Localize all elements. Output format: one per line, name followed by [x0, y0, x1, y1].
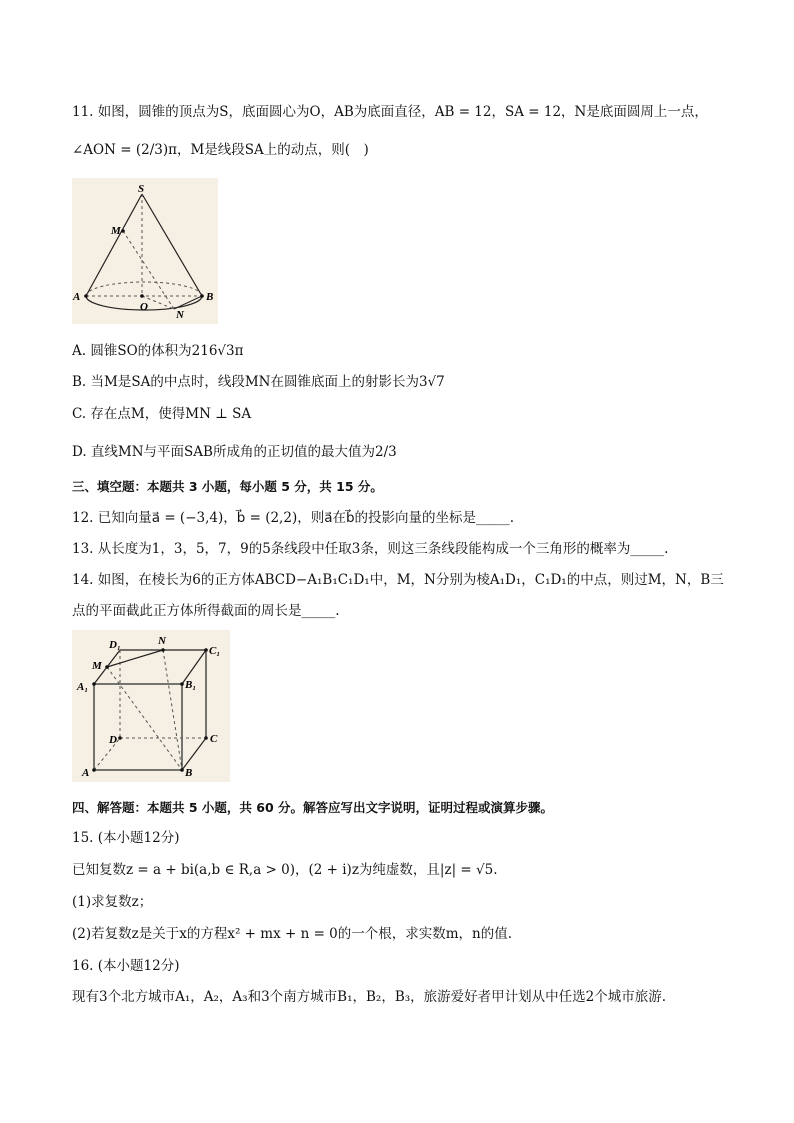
- q14-line1: 14. 如图，在棱长为6的正方体ABCD−A₁B₁C₁D₁中，M，N分别为棱A₁D₁，C₁D₁的中点，则过M，N，B三: [72, 572, 724, 588]
- segment-BN: [174, 296, 202, 309]
- cone-figure: [72, 178, 218, 324]
- label-N: N: [176, 309, 184, 321]
- label-A: A: [82, 767, 90, 779]
- q11-option-b: B. 当M是SA的中点时，线段MN在圆锥底面上的射影长为3√7: [72, 374, 445, 390]
- cube-diagram: [72, 630, 230, 782]
- q11-option-d: D. 直线MN与平面SAB所成角的正切值的最大值为2/3: [72, 444, 397, 460]
- q11-line2: ∠AON = (2/3)π，M是线段SA上的动点，则( ): [72, 142, 369, 158]
- q13-text: 13. 从长度为1，3，5，7，9的5条线段中任取3条，则这三条线段能构成一个三角形的概率为_____.: [72, 541, 669, 557]
- edge-SA: [86, 194, 142, 296]
- label-A: A: [73, 291, 81, 303]
- segment-MN: [107, 650, 163, 667]
- label-M: M: [92, 660, 102, 672]
- q15-part1: (1)求复数z；: [72, 894, 153, 910]
- label-M: M: [111, 225, 121, 237]
- cube-figure: [72, 630, 230, 782]
- q11-line1: 11. 如图，圆锥的顶点为S，底面圆心为O，AB为底面直径，AB = 12，SA = 12，N是底面圆周上一点，: [72, 104, 708, 120]
- label-N: N: [158, 635, 166, 647]
- section4-heading: 四、解答题：本题共 5 小题，共 60 分。解答应写出文字说明，证明过程或演算步骤。: [72, 800, 554, 815]
- edge-SB: [142, 194, 202, 296]
- label-C: C: [210, 733, 218, 745]
- label-O: O: [140, 301, 148, 313]
- label-D: D: [109, 734, 117, 746]
- label-S: S: [138, 183, 145, 195]
- label-A1: A₁: [77, 681, 89, 693]
- label-B1: B₁: [185, 679, 197, 691]
- q11-option-c: C. 存在点M，使得MN ⊥ SA: [72, 406, 252, 422]
- segment-NB: [163, 650, 182, 770]
- q16-body: 现有3个北方城市A₁，A₂，A₃和3个南方城市B₁，B₂，B₃，旅游爱好者甲计划从中任选2个城市旅游.: [72, 989, 667, 1005]
- q15-part2: (2)若复数z是关于x的方程x² + mx + n = 0的一个根，求实数m，n的值.: [72, 926, 513, 942]
- section3-heading: 三、填空题：本题共 3 小题，每小题 5 分，共 15 分。: [72, 479, 383, 494]
- label-B: B: [206, 291, 214, 303]
- segment-MB: [107, 667, 182, 770]
- label-B: B: [185, 767, 193, 779]
- q15-title: 15. (本小题12分): [72, 830, 180, 846]
- q16-title: 16. (本小题12分): [72, 958, 180, 974]
- label-C1: C₁: [209, 645, 221, 657]
- cone-diagram: [72, 178, 218, 324]
- base-back: [86, 282, 202, 296]
- q14-line2: 点的平面截此正方体所得截面的周长是_____.: [72, 603, 340, 619]
- q12-text: 12. 已知向量a⃗ = (−3,4)，b⃗ = (2,2)，则a⃗在b⃗的投影向量的坐标是_____.: [72, 510, 515, 526]
- q11-option-a: A. 圆锥SO的体积为216√3π: [72, 343, 244, 359]
- front-face: [94, 684, 182, 770]
- label-D1: D₁: [109, 639, 121, 651]
- q15-body: 已知复数z = a + bi(a,b ∈ R,a > 0)，(2 + i)z为纯虚数，且|z| = √5.: [72, 862, 498, 878]
- segment-MN: [123, 231, 174, 309]
